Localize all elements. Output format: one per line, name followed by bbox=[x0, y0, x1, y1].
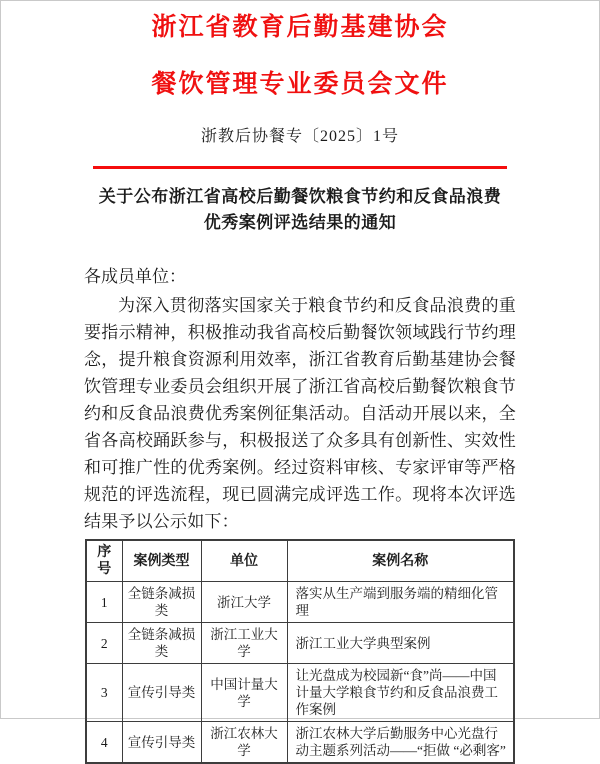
table-row bbox=[86, 623, 514, 664]
cell-serial: 2 bbox=[86, 623, 122, 664]
cell-case-type: 全链条减损类 bbox=[122, 582, 201, 623]
salutation: 各成员单位： bbox=[84, 267, 186, 286]
red-divider-rule bbox=[93, 166, 507, 169]
document-number: 浙教后协餐专〔2025〕1号 bbox=[200, 128, 399, 145]
col-header-case-name: 案例名称 bbox=[287, 540, 514, 582]
cell-serial: 3 bbox=[86, 664, 122, 722]
col-header-case-type: 案例类型 bbox=[122, 540, 201, 582]
issuing-org-name-line1: 浙江省教育后勤基建协会 bbox=[151, 14, 449, 41]
cell-case-type: 宣传引导类 bbox=[122, 722, 201, 764]
table-row bbox=[86, 722, 514, 764]
cell-serial: 1 bbox=[86, 582, 122, 623]
cell-unit: 浙江工业大学 bbox=[201, 623, 287, 664]
table-row bbox=[86, 582, 514, 623]
cell-unit: 浙江大学 bbox=[201, 582, 287, 623]
cell-case-name: 让光盘成为校园新“食”尚——中国计量大学粮食节约和反食品浪费工作案例 bbox=[287, 664, 514, 722]
cell-case-type: 宣传引导类 bbox=[122, 664, 201, 722]
document-title-line1: 关于公布浙江省高校后勤餐饮粮食节约和反食品浪费 bbox=[98, 187, 502, 206]
document-content bbox=[1, 15, 599, 764]
body-paragraph: 为深入贯彻落实国家关于粮食节约和反食品浪费的重要指示精神，积极推动我省高校后勤餐饮领域践行节约理念，提升粮食资源利用效率，浙江省教育后勤基建协会餐饮管理专业委员会组织开展了浙江省高校后勤餐饮粮食节约和反食品浪费优秀案例征集活动。自活动开展以来，全省各高校踊跃参与，积极报送了众多具有创新性、实效性和可推广性的优秀案例。经过资料审核、专家评审等严格规范的评选流程，现已圆满完成评选工作。现将本次评选结果予以公示如下： bbox=[84, 296, 516, 531]
document-title-line2: 优秀案例评选结果的通知 bbox=[203, 213, 397, 232]
col-header-unit: 单位 bbox=[201, 540, 287, 582]
cell-unit: 浙江农林大学 bbox=[201, 722, 287, 764]
col-header-serial: 序号 bbox=[86, 540, 122, 582]
issuing-org-name-line2: 餐饮管理专业委员会文件 bbox=[151, 71, 449, 98]
cell-case-type: 全链条减损类 bbox=[122, 623, 201, 664]
document-title bbox=[84, 184, 516, 236]
cell-case-name: 浙江农林大学后勤服务中心光盘行动主题系列活动——“拒做 “必剩客” bbox=[287, 722, 514, 764]
table-header-row bbox=[86, 540, 514, 582]
cell-case-name: 浙江工业大学典型案例 bbox=[287, 623, 514, 664]
cell-serial: 4 bbox=[86, 722, 122, 764]
table-row bbox=[86, 664, 514, 722]
cell-unit: 中国计量大学 bbox=[201, 664, 287, 722]
results-table bbox=[85, 539, 515, 764]
cell-case-name: 落实从生产端到服务端的精细化管理 bbox=[287, 582, 514, 623]
